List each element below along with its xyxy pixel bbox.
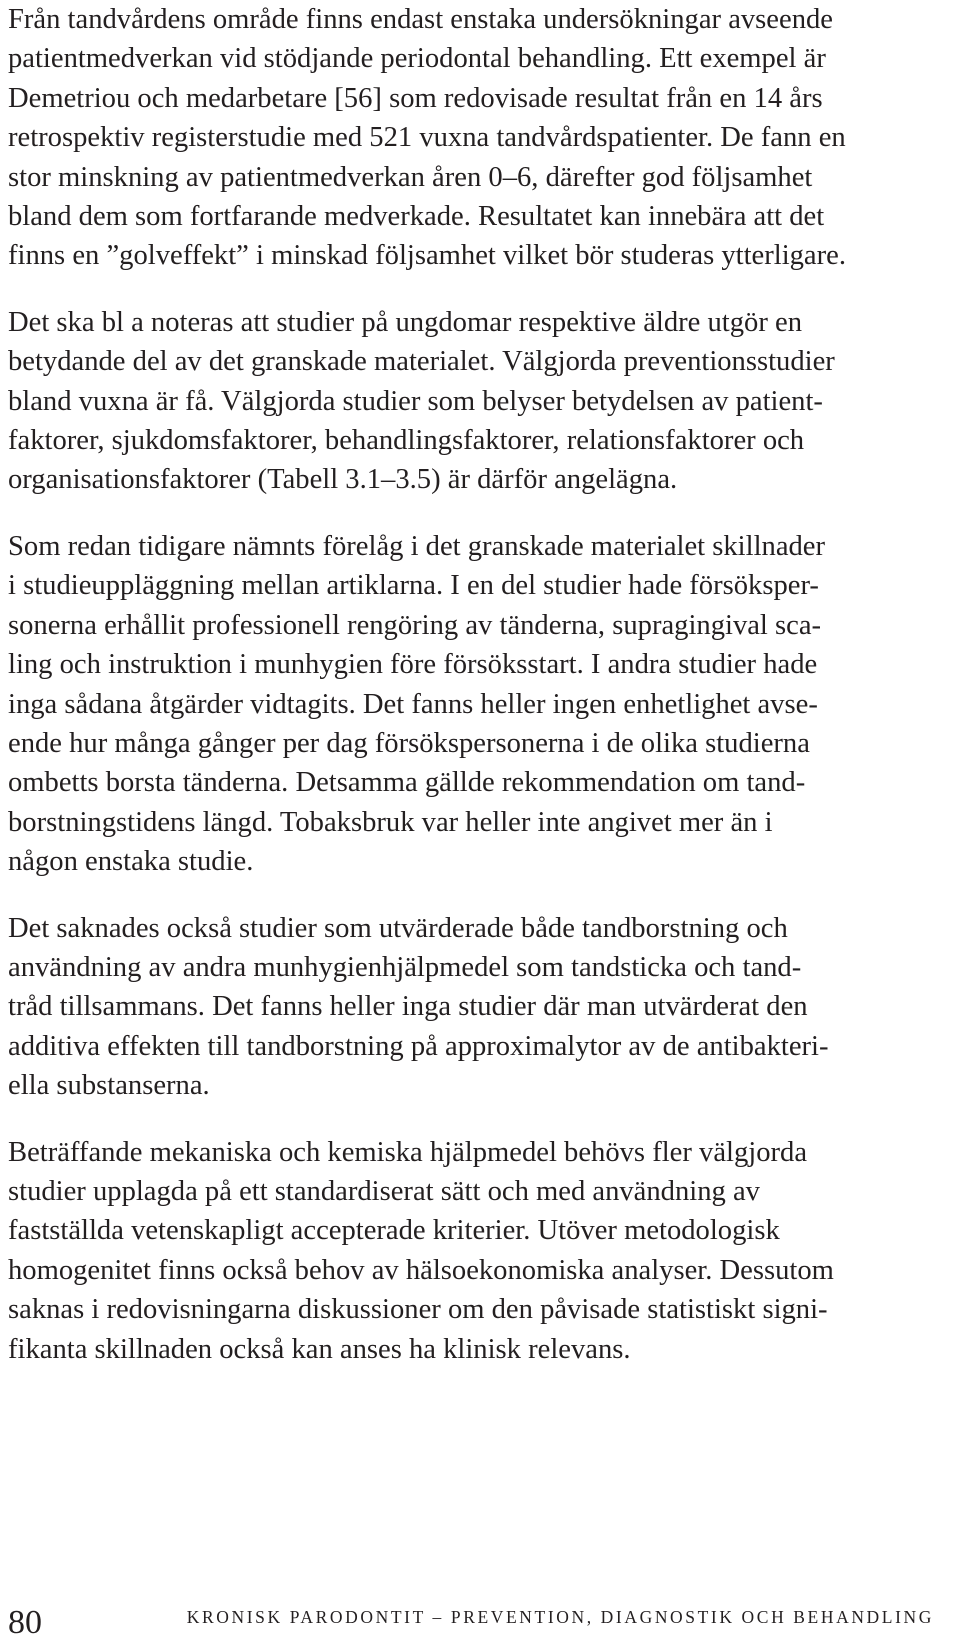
paragraph-missing-studies: Det saknades också studier som utvärderade både tandborstning och användning av andra munhygienhjälpmedel som tandsticka och tand- tråd tillsammans. Det fanns heller inga studier där man utvärderat den additiva effekten till tandborstning på approximalytor av de antibakteri- ella substanserna. [8, 912, 829, 1102]
paragraph-study-populations: Det ska bl a noteras att studier på ungdomar respektive äldre utgör en betydande del av det granskade materialet. Välgjorda preventionsstudier bland vuxna är få. Välgjorda studier som belyser betydelsen av patient- faktorer, sjukdomsfaktorer, behandlingsfaktorer, relationsfaktorer och organisationsfaktorer (Tabell 3.1–3.5) är därför angelägna. [8, 306, 835, 496]
paragraph-research-needs: Beträffande mekaniska och kemiska hjälpmedel behövs fler välgjorda studier upplagda på ett standardiserat sätt och med användning av fastställda vetenskapligt accepterade kriterier. Utöver metodologisk homogenitet finns också behov av hälsoekonomiska analyser. Dessutom saknas i redovisningarna diskussioner om den påvisade statistiskt signi- fikanta skillnaden också kan anses ha klinisk relevans. [8, 1136, 834, 1365]
page-footer [8, 1600, 934, 1646]
running-title: KRONISK PARODONTIT – PREVENTION, DIAGNOSTIK OCH BEHANDLING [186, 1607, 934, 1627]
paragraph-study-design-differences: Som redan tidigare nämnts förelåg i det granskade materialet skillnader i studieuppläggning mellan artiklarna. I en del studier hade försöksper- sonerna erhållit professionell rengöring av tänderna, supragingival sca- ling och instruktion i munhygien före försöksstart. I andra studier hade inga sådana åtgärder vidtagits. Det fanns heller ingen enhetlighet avse- ende hur många gånger per dag försökspersonerna i de olika studierna ombetts borsta tänderna. Detsamma gällde rekommendation om tand- borstningstidens längd. Tobaksbruk var heller inte angivet mer än i någon enstaka studie. [8, 530, 826, 878]
page-body [8, 0, 956, 1396]
paragraph-follow-up-studies: Från tandvårdens område finns endast enstaka undersökningar avseende patientmedverkan vid stödjande periodontal behandling. Ett exempel är Demetriou och medarbetare [56] som redovisade resultat från en 14 års retrospektiv registerstudie med 521 vuxna tandvårdspatienter. De fann en stor minskning av patientmedverkan åren 0–6, därefter god följsamhet bland dem som fortfarande medverkade. Resultatet kan innebära att det finns en ”golveffekt” i minskad följsamhet vilket bör studeras ytterligare. [8, 4, 846, 272]
page-number: 80 [8, 1604, 42, 1641]
